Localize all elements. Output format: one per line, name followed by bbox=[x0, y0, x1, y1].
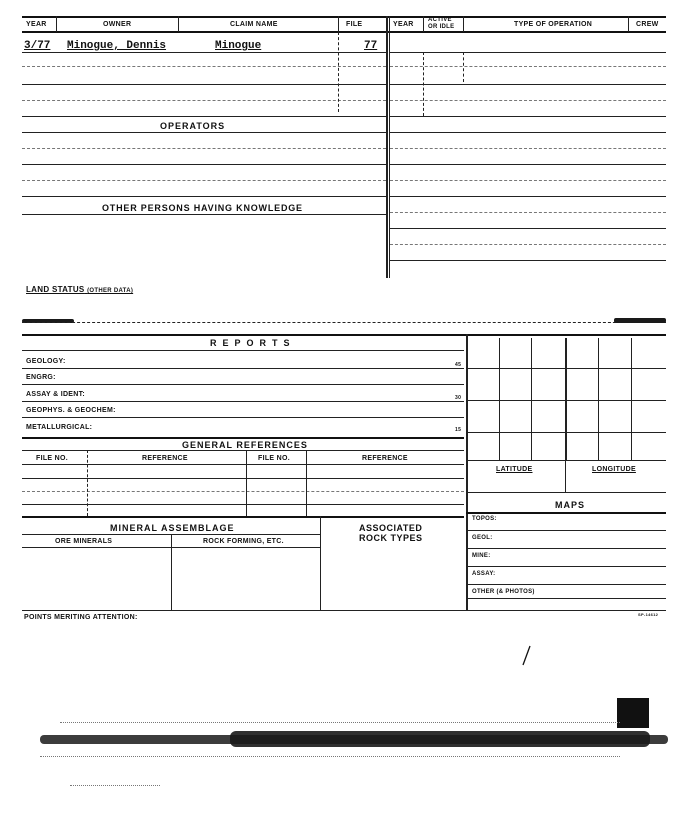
reports-row-line bbox=[22, 417, 464, 418]
maps-topos: TOPOS: bbox=[472, 516, 497, 522]
owner-row-line bbox=[22, 100, 386, 101]
record-claim-name: Minogue bbox=[215, 40, 262, 52]
references-col-reference: REFERENCE bbox=[142, 455, 188, 462]
owner-row-divider bbox=[338, 32, 339, 112]
activity-row-line bbox=[390, 260, 666, 261]
col-divider-year bbox=[56, 16, 57, 32]
references-header-rule bbox=[22, 464, 464, 465]
activity-row-line bbox=[390, 212, 666, 213]
reports-separator bbox=[22, 322, 666, 323]
other-persons-title: OTHER PERSONS HAVING KNOWLEDGE bbox=[102, 203, 303, 213]
record-year: 3/77 bbox=[24, 40, 51, 52]
activity-row-line bbox=[390, 84, 666, 85]
reports-title: REPORTS bbox=[210, 338, 296, 348]
maps-title: MAPS bbox=[555, 500, 586, 510]
general-references-title-rule bbox=[22, 450, 464, 451]
grid-row-line bbox=[466, 368, 666, 369]
col-divider-active bbox=[463, 16, 464, 32]
references-row-line bbox=[22, 504, 464, 505]
maps-assay: ASSAY: bbox=[472, 571, 496, 577]
general-references-top-rule bbox=[22, 437, 464, 439]
ore-minerals-label: ORE MINERALS bbox=[55, 538, 113, 545]
activity-row-line bbox=[390, 228, 666, 229]
activity-row-line bbox=[390, 196, 666, 197]
col-divider-crew bbox=[628, 16, 629, 32]
minerals-divider-main bbox=[320, 516, 321, 610]
maps-row-line bbox=[466, 566, 666, 567]
header-file: FILE bbox=[346, 21, 363, 28]
activity-row-line bbox=[390, 100, 666, 101]
lat-long-rule bbox=[466, 492, 666, 493]
references-col-reference-2: REFERENCE bbox=[362, 455, 408, 462]
reports-geology: GEOLOGY: bbox=[26, 358, 66, 365]
references-divider bbox=[87, 450, 88, 516]
land-status-title: LAND STATUS (OTHER DATA) bbox=[26, 285, 134, 294]
lat-long-divider bbox=[565, 460, 566, 492]
operators-row-line bbox=[22, 164, 386, 165]
col-divider-file bbox=[386, 16, 388, 278]
col-divider-claim bbox=[338, 16, 339, 32]
reports-margin-30: 30 bbox=[455, 395, 462, 401]
points-meriting-attention: POINTS MERITING ATTENTION: bbox=[24, 614, 138, 621]
maps-row-line bbox=[466, 530, 666, 531]
scan-bar-bottom-dark bbox=[230, 731, 650, 747]
operators-top-rule bbox=[22, 116, 386, 117]
header-year-right: YEAR bbox=[393, 21, 414, 28]
grid-row-line bbox=[466, 460, 666, 461]
latitude-label: LATITUDE bbox=[496, 466, 533, 473]
mineral-assemblage-title: MINERAL ASSEMBLAGE bbox=[110, 523, 235, 533]
reports-margin-15: 15 bbox=[455, 427, 462, 433]
activity-divider-active bbox=[463, 52, 464, 82]
scan-mark-right bbox=[614, 318, 666, 323]
activity-row-line bbox=[390, 116, 666, 117]
grid-row-line bbox=[466, 432, 666, 433]
activity-row-line bbox=[390, 52, 666, 53]
maps-geol: GEOL: bbox=[472, 535, 493, 541]
activity-divider-year bbox=[423, 52, 424, 116]
reports-row-line bbox=[22, 368, 464, 369]
reports-engrg: ENGRG: bbox=[26, 374, 56, 381]
scan-noise-line bbox=[40, 756, 620, 757]
activity-row-line bbox=[390, 164, 666, 165]
associated-rock-types-line1: ASSOCIATED bbox=[359, 523, 423, 533]
activity-row-line bbox=[390, 180, 666, 181]
header-top-rule bbox=[22, 16, 666, 18]
grid-row-line bbox=[466, 400, 666, 401]
reports-margin-45: 45 bbox=[455, 362, 462, 368]
reports-row-line bbox=[22, 384, 464, 385]
header-owner: OWNER bbox=[103, 21, 132, 28]
col-divider-year2 bbox=[423, 16, 424, 32]
minerals-divider bbox=[171, 534, 172, 610]
maps-row-line bbox=[466, 548, 666, 549]
header-type-of-operation: TYPE OF OPERATION bbox=[514, 21, 593, 28]
rock-forming-label: ROCK FORMING, ETC. bbox=[203, 538, 284, 545]
references-divider bbox=[306, 450, 307, 516]
land-status-note: (OTHER DATA) bbox=[87, 288, 134, 294]
references-divider bbox=[246, 450, 247, 516]
record-file: 77 bbox=[364, 40, 378, 52]
mineral-assemblage-top-rule bbox=[22, 516, 464, 518]
reports-title-rule bbox=[22, 350, 464, 351]
col-divider-owner bbox=[178, 16, 179, 32]
reports-metallurgical: METALLURGICAL: bbox=[26, 424, 93, 431]
maps-mine: MINE: bbox=[472, 553, 491, 559]
scan-block-right bbox=[617, 698, 649, 728]
maps-title-rule bbox=[466, 512, 666, 514]
grid-col-line bbox=[531, 338, 532, 460]
references-col-file-no-2: FILE NO. bbox=[258, 455, 290, 462]
grid-col-line bbox=[631, 338, 632, 460]
header-idle: OR IDLE bbox=[428, 24, 455, 30]
grid-col-line bbox=[499, 338, 500, 460]
right-panel-border bbox=[466, 334, 468, 610]
references-row-line bbox=[22, 491, 464, 492]
maps-other: OTHER (& PHOTOS) bbox=[472, 589, 535, 595]
associated-rock-types-line2: ROCK TYPES bbox=[359, 533, 423, 543]
operators-row-line bbox=[22, 148, 386, 149]
grid-col-line bbox=[565, 338, 567, 460]
maps-row-line bbox=[466, 584, 666, 585]
header-bottom-rule bbox=[22, 31, 666, 33]
owner-row-line bbox=[22, 66, 386, 67]
header-claim-name: CLAIM NAME bbox=[230, 21, 278, 28]
record-owner: Minogue, Dennis bbox=[67, 40, 167, 52]
grid-col-line bbox=[598, 338, 599, 460]
header-year: YEAR bbox=[26, 21, 47, 28]
maps-row-line bbox=[466, 598, 666, 599]
minerals-bottom-rule bbox=[22, 610, 666, 611]
header-active: ACTIVE bbox=[428, 17, 452, 23]
references-row-line bbox=[22, 478, 464, 479]
activity-row-line bbox=[390, 66, 666, 67]
form-number: SP-14612 bbox=[638, 612, 659, 617]
operators-title-rule bbox=[22, 132, 386, 133]
other-persons-title-rule bbox=[22, 214, 386, 215]
reports-top-rule bbox=[22, 334, 666, 336]
activity-row-line bbox=[390, 132, 666, 133]
owner-row-line bbox=[22, 84, 386, 85]
operators-row-line bbox=[22, 180, 386, 181]
scan-noise-line bbox=[70, 785, 160, 786]
operators-title: OPERATORS bbox=[160, 121, 226, 131]
header-crew: CREW bbox=[636, 21, 659, 28]
reports-geophys: GEOPHYS. & GEOCHEM: bbox=[26, 407, 116, 414]
reports-row-line bbox=[22, 401, 464, 402]
scan-noise-line bbox=[60, 722, 620, 723]
references-col-file-no: FILE NO. bbox=[36, 455, 68, 462]
operators-row-line bbox=[22, 196, 386, 197]
col-divider-file-2 bbox=[389, 16, 390, 278]
general-references-title: GENERAL REFERENCES bbox=[182, 440, 308, 450]
longitude-label: LONGITUDE bbox=[592, 466, 636, 473]
reports-assay: ASSAY & IDENT: bbox=[26, 391, 86, 398]
activity-row-line bbox=[390, 244, 666, 245]
owner-row-line bbox=[22, 52, 386, 53]
activity-row-line bbox=[390, 148, 666, 149]
pen-mark bbox=[520, 645, 534, 667]
